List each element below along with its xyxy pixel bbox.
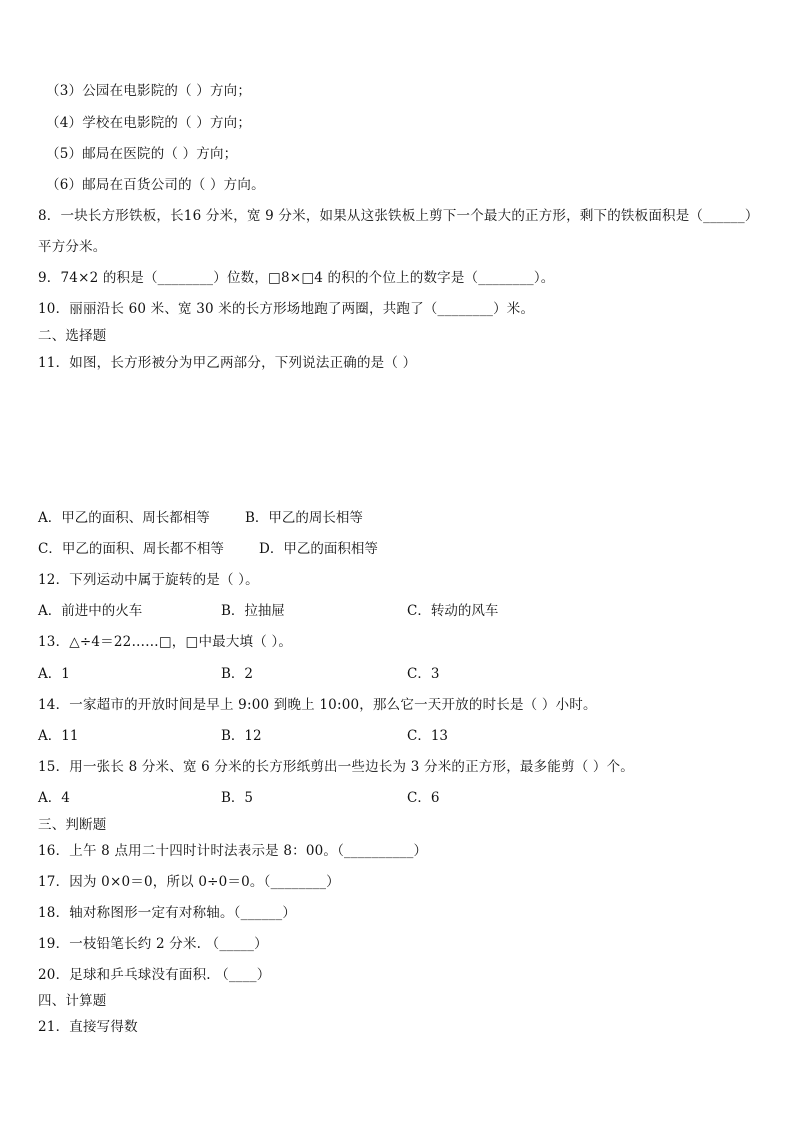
- option-c[interactable]: C．转动的风车: [407, 603, 499, 619]
- question-11-options-row-1: [38, 509, 758, 527]
- question-11-figure-area: [38, 385, 758, 495]
- question-8-line-1: 8．一块长方形铁板，长16 分米，宽 9 分米，如果从这张铁板上剪下一个最大的正方形，剩下的铁板面积是（______）: [38, 208, 759, 224]
- section-heading-choice: 二、选择题: [38, 328, 107, 344]
- question-14-options: [38, 727, 758, 745]
- question-14: 14．一家超市的开放时间是早上 9:00 到晚上 10:00，那么它一天开放的时长是（ ）小时。: [38, 697, 597, 713]
- option-a[interactable]: A．1: [38, 666, 70, 682]
- question-10: 10．丽丽沿长 60 米、宽 30 米的长方形场地跑了两圈，共跑了（________）米。: [38, 301, 535, 317]
- option-b[interactable]: B．12: [221, 728, 262, 744]
- option-a[interactable]: A．甲乙的面积、周长都相等: [38, 510, 210, 526]
- question-7-3: （3）公园在电影院的（ ）方向；: [46, 83, 252, 99]
- option-c[interactable]: C．3: [407, 666, 440, 682]
- question-17: 17．因为 0×0＝0，所以 0÷0＝0。（________）: [38, 874, 340, 890]
- question-20: 20．足球和乒乓球没有面积. （____）: [38, 967, 271, 983]
- option-b[interactable]: B．2: [221, 666, 254, 682]
- option-d[interactable]: D．甲乙的面积相等: [259, 541, 378, 557]
- question-19: 19．一枝铅笔长约 2 分米. （_____）: [38, 936, 268, 952]
- question-16: 16．上午 8 点用二十四时计时法表示是 8：00。（__________）: [38, 843, 428, 859]
- section-heading-calculation: 四、计算题: [38, 993, 107, 1009]
- option-b[interactable]: B．甲乙的周长相等: [245, 510, 363, 526]
- question-11: 11．如图，长方形被分为甲乙两部分，下列说法正确的是（ ）: [38, 355, 417, 371]
- question-11-options-row-2: [38, 540, 758, 558]
- question-13: 13．△÷4＝22……□，□中最大填（ ）。: [38, 634, 293, 650]
- option-c[interactable]: C．6: [407, 790, 440, 806]
- question-7-5: （5）邮局在医院的（ ）方向；: [46, 146, 238, 162]
- question-12: 12．下列运动中属于旋转的是（ ）。: [38, 572, 259, 588]
- question-15-options: [38, 789, 758, 807]
- question-18: 18．轴对称图形一定有对称轴。（______）: [38, 905, 297, 921]
- question-12-options: [38, 602, 758, 620]
- option-b[interactable]: B．5: [221, 790, 254, 806]
- question-8-line-2: 平方分米。: [38, 239, 107, 255]
- option-a[interactable]: A．前进中的火车: [38, 603, 143, 619]
- question-21: 21．直接写得数: [38, 1019, 138, 1035]
- option-a[interactable]: A．4: [38, 790, 70, 806]
- option-a[interactable]: A．11: [38, 728, 79, 744]
- question-7-6: （6）邮局在百货公司的（ ）方向。: [46, 177, 265, 193]
- question-15: 15．用一张长 8 分米、宽 6 分米的长方形纸剪出一些边长为 3 分米的正方形，最多能剪（ ）个。: [38, 759, 634, 775]
- question-7-4: （4）学校在电影院的（ ）方向；: [46, 115, 252, 131]
- question-13-options: [38, 665, 758, 683]
- option-c[interactable]: C．甲乙的面积、周长都不相等: [38, 541, 224, 557]
- option-b[interactable]: B．拉抽屉: [221, 603, 285, 619]
- section-heading-judgement: 三、判断题: [38, 817, 107, 833]
- question-9: 9．74×2 的积是（________）位数，□8×□4 的积的个位上的数字是（________）。: [38, 270, 555, 286]
- option-c[interactable]: C．13: [407, 728, 449, 744]
